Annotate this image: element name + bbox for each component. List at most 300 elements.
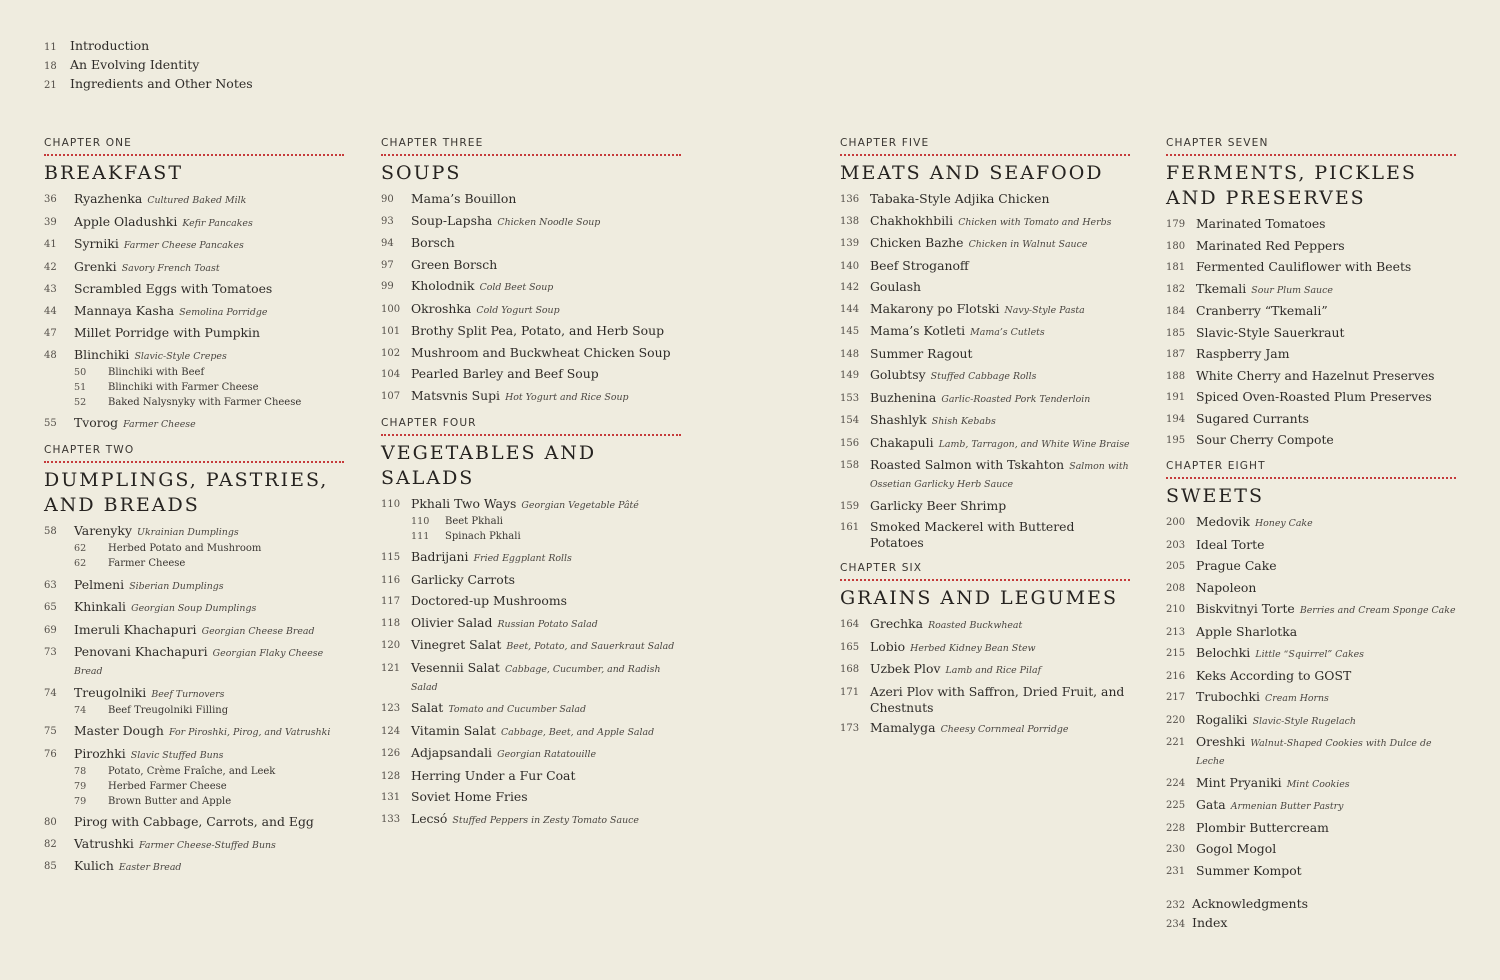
page-number: 18 xyxy=(44,60,57,72)
chapter-label: CHAPTER THREE xyxy=(381,137,681,156)
recipe-entry xyxy=(1166,774,1456,792)
sub-recipe-title: Blinchiki with Beef xyxy=(108,366,205,378)
recipe-subtitle: Stuffed Cabbage Rolls xyxy=(930,371,1037,382)
page-number: 191 xyxy=(1166,392,1186,403)
recipe-title: Vinegret Salat xyxy=(411,637,502,652)
recipe-title: Grenki xyxy=(74,258,117,274)
chapter-section xyxy=(1166,460,1456,879)
recipe-title: Garlicky Carrots xyxy=(411,571,516,587)
recipe-title: Smoked Mackerel with Buttered Potatoes xyxy=(870,519,1075,550)
recipe-title: Scrambled Eggs with Tomatoes xyxy=(74,281,273,296)
page-number: 97 xyxy=(381,259,394,271)
recipe-title: Chakapuli xyxy=(870,434,934,450)
recipe-entry xyxy=(381,614,681,632)
page-number: 188 xyxy=(1166,370,1186,382)
recipe-title: Sugared Currants xyxy=(1196,410,1309,426)
recipe-title: Mama’s Bouillon xyxy=(411,191,517,206)
chapter-title: SWEETS xyxy=(1166,485,1264,507)
page-number: 184 xyxy=(1166,306,1186,317)
sub-recipe-entry xyxy=(74,764,344,779)
page-number: 120 xyxy=(381,640,401,651)
recipe-entry xyxy=(381,300,681,318)
entry-title: An Evolving Identity xyxy=(70,56,200,72)
page-number: 187 xyxy=(1166,349,1186,360)
page-number: 52 xyxy=(74,396,87,408)
front-matter-item xyxy=(44,57,253,76)
recipe-text xyxy=(870,366,1130,384)
recipe-title: Soup-Lapsha xyxy=(411,212,493,228)
recipe-entry xyxy=(381,722,681,740)
recipe-subtitle: Berries and Cream Sponge Cake xyxy=(1299,605,1456,616)
recipe-subtitle: Armenian Butter Pastry xyxy=(1230,801,1344,812)
page-number: 104 xyxy=(381,369,401,380)
page-number: 228 xyxy=(1166,822,1186,834)
recipe-text xyxy=(411,365,681,381)
recipe-title: Raspberry Jam xyxy=(1196,346,1290,361)
chapter-section xyxy=(381,417,681,828)
recipe-title: Mushroom and Buckwheat Chicken Soup xyxy=(411,344,671,360)
recipe-entry xyxy=(44,684,344,718)
page-number: 11 xyxy=(44,42,57,53)
recipe-text xyxy=(870,411,1130,429)
page-number: 230 xyxy=(1166,844,1186,855)
chapter-title: FERMENTS, PICKLES AND PRESERVES xyxy=(1166,162,1417,209)
sub-recipe-entry xyxy=(74,794,344,809)
recipe-entry xyxy=(1166,536,1456,553)
recipe-subtitle: Ukrainian Dumplings xyxy=(137,527,239,538)
recipe-title: Slavic-Style Sauerkraut xyxy=(1196,324,1345,340)
recipe-text xyxy=(870,615,1130,633)
sub-recipe-title: Blinchiki with Farmer Cheese xyxy=(108,381,259,393)
page-number: 63 xyxy=(44,579,57,591)
recipe-text xyxy=(1196,774,1456,792)
chapter-section xyxy=(840,137,1130,550)
sub-recipe-title: Baked Nalysnyky with Farmer Cheese xyxy=(108,396,302,408)
recipe-title: Imeruli Khachapuri xyxy=(74,621,197,637)
recipe-text xyxy=(411,548,681,566)
recipe-subtitle: Russian Potato Salad xyxy=(497,618,598,630)
recipe-text xyxy=(870,497,1130,513)
recipe-subtitle: Hot Yogurt and Rice Soup xyxy=(505,391,629,403)
recipe-text xyxy=(74,576,344,594)
recipe-entry xyxy=(381,699,681,717)
recipe-entry xyxy=(1166,302,1456,319)
recipe-entry xyxy=(44,302,344,320)
sub-recipe-entry xyxy=(74,380,344,395)
page-number: 180 xyxy=(1166,240,1186,252)
recipe-subtitle: Farmer Cheese xyxy=(123,419,196,430)
recipe-text xyxy=(1196,667,1456,683)
recipe-text xyxy=(74,643,344,679)
recipe-text xyxy=(1196,513,1456,531)
page-number: 62 xyxy=(74,558,87,569)
recipe-text xyxy=(1196,536,1456,552)
recipe-entry xyxy=(44,598,344,616)
chapter-section xyxy=(1166,137,1456,448)
recipe-text xyxy=(870,638,1130,656)
recipe-title: Tvorog xyxy=(74,415,119,430)
recipe-entry xyxy=(44,745,344,809)
recipe-text xyxy=(870,234,1130,252)
recipe-entry xyxy=(44,621,344,639)
recipe-title: Uzbek Plov xyxy=(870,661,941,676)
recipe-entry xyxy=(840,638,1130,656)
page-number: 50 xyxy=(74,366,87,378)
recipe-text xyxy=(74,302,344,320)
chapter-title: DUMPLINGS, PASTRIES, AND BREADS xyxy=(44,469,329,516)
page-number: 101 xyxy=(381,326,401,337)
recipe-subtitle: Cheesy Cornmeal Porridge xyxy=(940,724,1069,735)
recipe-entry xyxy=(1166,796,1456,814)
page-number: 156 xyxy=(840,437,860,449)
recipe-subtitle: Georgian Cheese Bread xyxy=(201,625,315,637)
sub-recipe-entry xyxy=(74,541,344,556)
recipe-entry xyxy=(381,810,681,828)
recipe-text xyxy=(1196,600,1456,618)
recipe-subtitle: Slavic-Style Rugelach xyxy=(1252,715,1356,727)
chapter-section xyxy=(44,444,344,875)
page-number: 185 xyxy=(1166,327,1186,339)
page-number: 200 xyxy=(1166,517,1186,528)
page-number: 215 xyxy=(1166,648,1186,659)
recipe-text xyxy=(870,456,1130,492)
recipe-text xyxy=(1196,819,1456,835)
recipe-text xyxy=(1196,388,1456,404)
recipe-title: White Cherry and Hazelnut Preserves xyxy=(1196,367,1435,383)
recipe-subtitle: Cabbage, Cucumber, and Radish Salad xyxy=(411,663,661,693)
toc-column-3 xyxy=(840,137,1130,749)
recipe-title: Summer Kompot xyxy=(1196,862,1302,878)
page-number: 69 xyxy=(44,624,57,636)
recipe-entry xyxy=(44,722,344,740)
recipe-title: Gata xyxy=(1196,797,1226,812)
recipe-entry xyxy=(840,434,1130,452)
sub-recipe-title: Potato, Crème Fraîche, and Leek xyxy=(108,765,276,777)
chapter-title: BREAKFAST xyxy=(44,162,183,184)
recipe-text xyxy=(411,212,681,230)
recipe-entry xyxy=(840,389,1130,407)
recipe-text xyxy=(411,659,681,695)
page-number: 145 xyxy=(840,326,860,337)
sub-recipe-title: Beef Treugolniki Filling xyxy=(108,704,229,716)
recipe-text xyxy=(1196,623,1456,639)
recipe-title: Goulash xyxy=(870,279,922,294)
recipe-text xyxy=(74,722,344,740)
recipe-text xyxy=(74,835,344,853)
page-number: 140 xyxy=(840,260,860,272)
recipe-title: Pirozhki xyxy=(74,745,126,761)
recipe-title: Pelmeni xyxy=(74,576,125,592)
recipe-entry xyxy=(1166,557,1456,574)
page-number: 181 xyxy=(1166,262,1186,273)
recipe-title: Rogaliki xyxy=(1196,711,1248,727)
recipe-text xyxy=(870,300,1130,318)
recipe-text xyxy=(411,277,681,295)
recipe-text xyxy=(411,344,681,360)
chapter-title: GRAINS AND LEGUMES xyxy=(840,587,1119,609)
recipe-entry xyxy=(1166,579,1456,596)
sub-recipe-entry xyxy=(74,556,344,571)
recipe-entry xyxy=(44,835,344,853)
recipe-subtitle: Lamb, Tarragon, and White Wine Braise xyxy=(938,438,1130,450)
recipe-subtitle: Little “Squirrel” Cakes xyxy=(1255,649,1364,660)
recipe-entry xyxy=(1166,513,1456,531)
page-number: 144 xyxy=(840,303,860,315)
recipe-title: Chakhokhbili xyxy=(870,212,954,228)
recipe-entry xyxy=(840,345,1130,362)
recipe-title: Lecsó xyxy=(411,810,448,826)
recipe-title: Mint Pryaniki xyxy=(1196,774,1282,790)
recipe-text xyxy=(411,256,681,272)
recipe-title: Ryazhenka xyxy=(74,191,143,206)
recipe-entry xyxy=(44,235,344,253)
recipe-text xyxy=(411,699,681,717)
page-number: 73 xyxy=(44,647,57,658)
entry-title: Index xyxy=(1192,914,1228,930)
recipe-subtitle: Georgian Ratatouille xyxy=(497,749,597,760)
recipe-subtitle: Mint Cookies xyxy=(1286,778,1350,790)
page-number: 75 xyxy=(44,726,57,737)
page-number: 79 xyxy=(74,780,87,792)
recipe-title: Gogol Mogol xyxy=(1196,841,1277,856)
recipe-text xyxy=(74,813,344,829)
recipe-title: Medovik xyxy=(1196,514,1250,529)
page-number: 161 xyxy=(840,522,860,533)
sub-recipe-title: Brown Butter and Apple xyxy=(108,795,232,807)
recipe-title: Penovani Khachapuri xyxy=(74,644,208,659)
chapter-title: VEGETABLES AND SALADS xyxy=(381,441,597,489)
recipe-entry xyxy=(44,414,344,432)
sub-recipe-entry xyxy=(411,529,681,544)
recipe-title: Lobio xyxy=(870,638,906,654)
recipe-entry xyxy=(1166,733,1456,769)
chapter-title: SOUPS xyxy=(381,162,462,184)
recipe-entry xyxy=(381,592,681,609)
recipe-title: Shashlyk xyxy=(870,412,927,427)
recipe-subtitle: Kefir Pancakes xyxy=(182,217,253,229)
recipe-subtitle: Shish Kebabs xyxy=(931,416,996,427)
page-number: 62 xyxy=(74,543,87,554)
recipe-title: Millet Porridge with Pumpkin xyxy=(74,325,260,340)
page-number: 159 xyxy=(840,500,860,512)
chapter-label: CHAPTER SIX xyxy=(840,562,1130,581)
recipe-text xyxy=(411,387,681,405)
recipe-text xyxy=(1196,367,1456,383)
page-number: 168 xyxy=(840,664,860,675)
recipe-title: Apple Oladushki xyxy=(74,213,178,229)
recipe-text xyxy=(1196,324,1456,340)
chapter-title: MEATS AND SEAFOOD xyxy=(840,162,1104,184)
page-number: 217 xyxy=(1166,692,1186,703)
recipe-title: Marinated Red Peppers xyxy=(1196,237,1345,253)
recipe-subtitle: Cold Yogurt Soup xyxy=(476,304,560,316)
recipe-entry xyxy=(381,636,681,654)
chapter-label: CHAPTER FIVE xyxy=(840,137,1130,156)
recipe-title: Herring Under a Fur Coat xyxy=(411,767,576,783)
page-number: 118 xyxy=(381,617,401,629)
recipe-entry xyxy=(381,767,681,784)
recipe-title: Pkhali Two Ways xyxy=(411,495,517,511)
page-number: 74 xyxy=(44,687,57,699)
recipe-text xyxy=(411,190,681,206)
recipe-text xyxy=(74,213,344,231)
recipe-title: Belochki xyxy=(1196,645,1251,660)
page-number: 232 xyxy=(1166,900,1186,911)
chapter-section xyxy=(44,137,344,432)
page-number: 234 xyxy=(1166,918,1186,930)
recipe-entry xyxy=(840,278,1130,295)
recipe-subtitle: Savory French Toast xyxy=(121,262,220,274)
recipe-text xyxy=(870,322,1130,340)
recipe-title: Roasted Salmon with Tskahton xyxy=(870,457,1065,472)
recipe-entry xyxy=(44,576,344,594)
page-number: 210 xyxy=(1166,604,1186,615)
recipe-text xyxy=(74,621,344,639)
recipe-entry xyxy=(1166,600,1456,618)
recipe-entry xyxy=(381,571,681,588)
recipe-subtitle: Fried Eggplant Rolls xyxy=(473,553,572,564)
recipe-text xyxy=(1196,862,1456,878)
recipe-entry xyxy=(381,256,681,273)
recipe-subtitle: Cold Beet Soup xyxy=(479,282,554,293)
sub-recipe-title: Spinach Pkhali xyxy=(445,530,521,542)
recipe-entry xyxy=(1166,345,1456,362)
recipe-entry xyxy=(840,615,1130,633)
recipe-text xyxy=(1196,688,1456,706)
page-number: 123 xyxy=(381,703,401,714)
sub-recipe-entry xyxy=(411,514,681,529)
recipe-title: Mama’s Kotleti xyxy=(870,323,966,338)
recipe-entry xyxy=(1166,258,1456,275)
page-number: 216 xyxy=(1166,670,1186,682)
recipe-entry xyxy=(1166,367,1456,384)
recipe-title: Mannaya Kasha xyxy=(74,302,175,318)
recipe-title: Trubochki xyxy=(1196,689,1260,704)
page-number: 139 xyxy=(840,238,860,249)
recipe-title: Cranberry “Tkemali” xyxy=(1196,303,1328,318)
recipe-title: Matsvnis Supi xyxy=(411,387,501,403)
recipe-entry xyxy=(1166,819,1456,836)
back-matter-item xyxy=(1166,915,1308,934)
page-number: 164 xyxy=(840,619,860,630)
recipe-entry xyxy=(1166,623,1456,640)
page-number: 94 xyxy=(381,238,394,249)
recipe-entry xyxy=(840,456,1130,492)
recipe-subtitle: Slavic Stuffed Buns xyxy=(130,749,224,761)
recipe-text xyxy=(1196,733,1456,769)
recipe-entry xyxy=(381,234,681,251)
front-matter xyxy=(44,38,253,94)
recipe-subtitle: Herbed Kidney Bean Stew xyxy=(910,642,1036,654)
sub-recipe-entry xyxy=(74,365,344,380)
recipe-title: Soviet Home Fries xyxy=(411,789,528,804)
recipe-entry xyxy=(840,300,1130,318)
page-number: 80 xyxy=(44,817,57,828)
page-number: 231 xyxy=(1166,865,1186,877)
recipe-text xyxy=(1196,644,1456,662)
recipe-entry xyxy=(840,683,1130,715)
toc-column-4 xyxy=(1166,137,1456,891)
recipe-title: Treugolniki xyxy=(74,684,147,700)
recipe-text xyxy=(74,324,344,340)
page-number: 82 xyxy=(44,838,57,850)
page-number: 90 xyxy=(381,194,394,205)
recipe-text xyxy=(411,767,681,783)
recipe-title: Plombir Buttercream xyxy=(1196,819,1329,835)
recipe-title: Mamalyga xyxy=(870,720,936,735)
recipe-text xyxy=(411,495,681,544)
recipe-entry xyxy=(381,744,681,762)
recipe-entry xyxy=(44,346,344,410)
page-number: 224 xyxy=(1166,777,1186,789)
recipe-title: Khinkali xyxy=(74,599,127,614)
page-number: 149 xyxy=(840,370,860,381)
recipe-subtitle: Chicken Noodle Soup xyxy=(497,216,601,228)
recipe-subtitle: Walnut-Shaped Cookies with Dulce de Leche xyxy=(1196,738,1432,767)
sub-recipe-list xyxy=(74,541,344,571)
recipe-subtitle: For Piroshki, Pirog, and Vatrushki xyxy=(169,727,331,738)
recipe-title: Ideal Torte xyxy=(1196,536,1265,552)
recipe-text xyxy=(411,614,681,632)
recipe-title: Syrniki xyxy=(74,236,119,251)
page-number: 208 xyxy=(1166,582,1186,594)
recipe-entry xyxy=(44,813,344,830)
page-number: 124 xyxy=(381,725,401,737)
recipe-entry xyxy=(381,322,681,339)
page-number: 131 xyxy=(381,792,401,803)
recipe-entry xyxy=(840,212,1130,230)
page-number: 205 xyxy=(1166,561,1186,572)
page-number: 182 xyxy=(1166,283,1186,295)
recipe-entry xyxy=(840,366,1130,384)
recipe-text xyxy=(74,235,344,253)
recipe-text xyxy=(411,300,681,318)
sub-recipe-title: Beet Pkhali xyxy=(445,515,503,527)
chapter-label: CHAPTER TWO xyxy=(44,444,344,463)
recipe-title: Kulich xyxy=(74,858,114,873)
recipe-entry xyxy=(381,190,681,207)
recipe-subtitle: Garlic-Roasted Pork Tenderloin xyxy=(941,393,1091,405)
recipe-entry xyxy=(840,190,1130,207)
page-number: 39 xyxy=(44,216,57,228)
page-number: 116 xyxy=(381,574,401,586)
back-matter xyxy=(1166,896,1308,934)
page-number: 21 xyxy=(44,79,57,91)
recipe-text xyxy=(1196,579,1456,595)
recipe-text xyxy=(1196,410,1456,426)
recipe-text xyxy=(870,257,1130,273)
recipe-subtitle: Farmer Cheese Pancakes xyxy=(123,240,244,251)
recipe-title: Tkemali xyxy=(1196,280,1247,296)
page-number: 115 xyxy=(381,552,401,563)
page-number: 128 xyxy=(381,770,401,782)
page-number: 158 xyxy=(840,460,860,471)
front-matter-item xyxy=(44,38,253,57)
entry-title: Ingredients and Other Notes xyxy=(70,75,253,91)
recipe-entry xyxy=(44,258,344,276)
recipe-title: Sour Cherry Compote xyxy=(1196,432,1334,447)
page-number: 48 xyxy=(44,349,57,361)
recipe-title: Okroshka xyxy=(411,300,472,316)
recipe-title: Green Borsch xyxy=(411,256,498,272)
page-number: 78 xyxy=(74,765,87,777)
page-number: 126 xyxy=(381,748,401,759)
recipe-title: Marinated Tomatoes xyxy=(1196,216,1326,231)
recipe-title: Vitamin Salat xyxy=(411,722,496,738)
recipe-entry xyxy=(840,234,1130,252)
page-number: 36 xyxy=(44,194,57,205)
toc-column-2 xyxy=(381,137,681,840)
